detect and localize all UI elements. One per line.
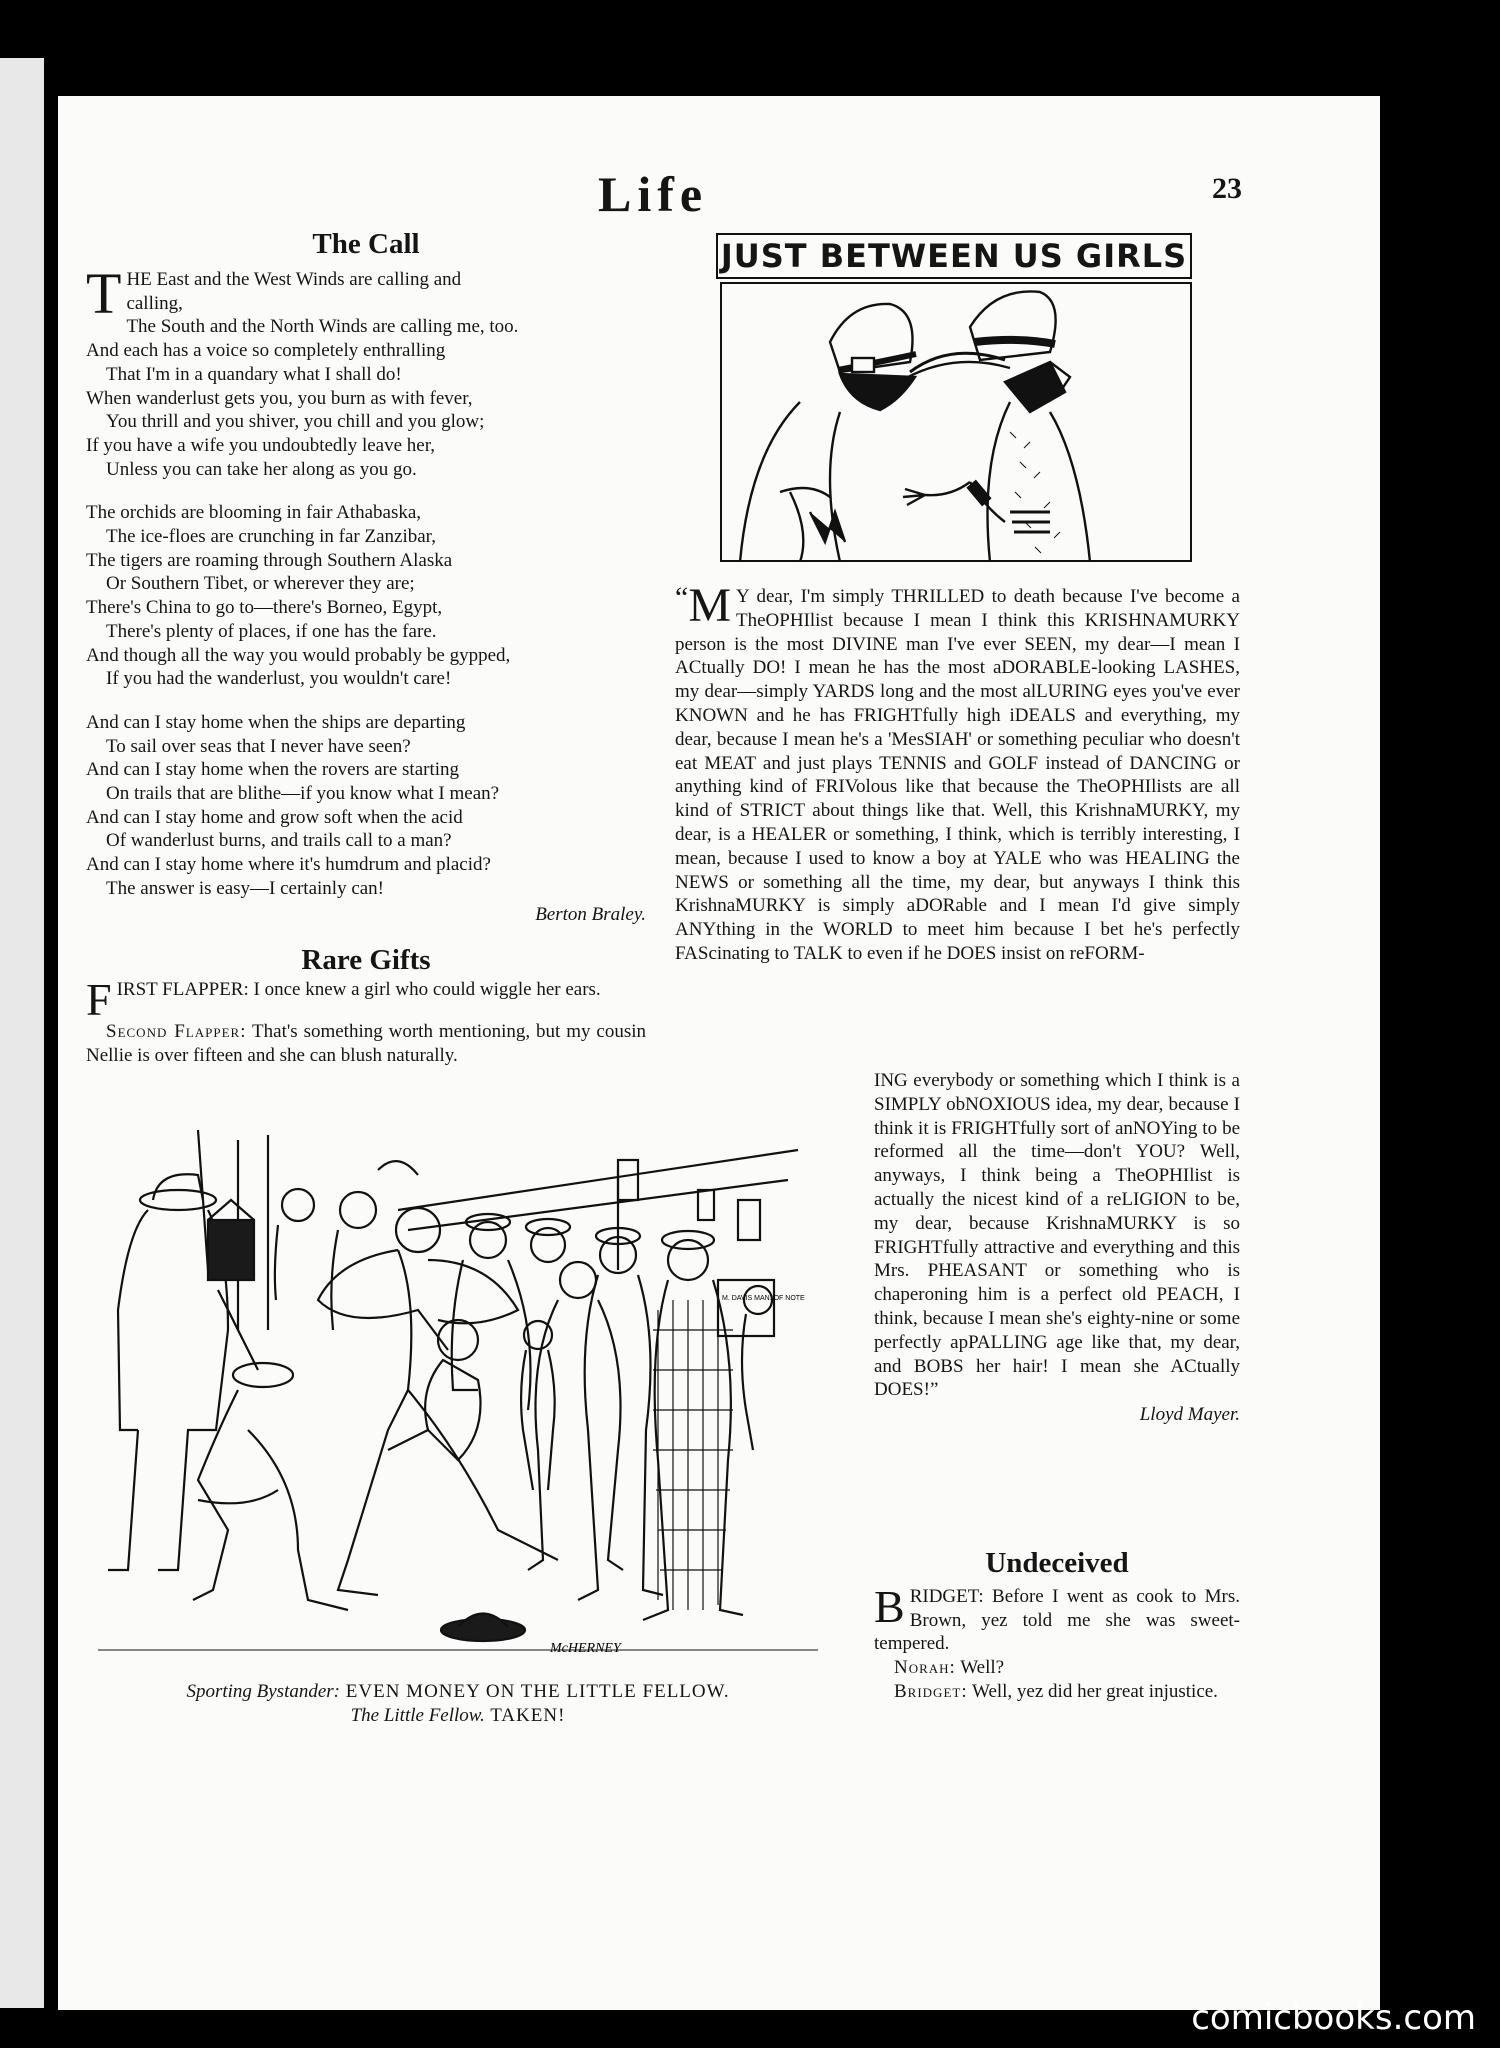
dropcap: B (874, 1581, 905, 1632)
street-fight-cartoon (98, 1130, 818, 1675)
rare-gifts-line-1: IRST FLAPPER: I once knew a girl who could wiggle her ears. (116, 979, 601, 1001)
shop-sign-text: M. DAVIS MAN. OF NOTE (722, 1295, 805, 1302)
poem-title: The Call (312, 228, 420, 260)
poem-line: When wanderlust gets you, you burn as with fever, (86, 387, 473, 409)
poem-line: HE East and the West Winds are calling and (126, 269, 462, 290)
undeceived-line-1: RIDGET: Before I went as cook to Mrs. Brown, yez told me she was sweet-tempered. (874, 1586, 1240, 1655)
poem-line: To sail over seas that I never have seen? (106, 735, 411, 757)
poem-line: Of wanderlust burns, and trails call to a man? (106, 830, 452, 852)
poem-line: The tigers are roaming through Southern Alaska (86, 549, 453, 571)
cartoonist-signature: McHERNEY (550, 1641, 621, 1656)
speaker-name: Norah: (894, 1657, 956, 1679)
poem-line: And can I stay home when the ships are departing (86, 711, 466, 733)
caption-line: TAKEN! (484, 1705, 566, 1726)
open-quote: “ (675, 581, 689, 614)
monologue-author: Lloyd Mayer. (1139, 1404, 1240, 1426)
dropcap: M (688, 579, 732, 632)
poem-author: Berton Braley. (535, 903, 646, 925)
rare-gifts-title: Rare Gifts (301, 944, 431, 977)
poem-line: Or Southern Tibet, or wherever they are; (106, 573, 415, 595)
poem-line: And each has a voice so completely enthralling (86, 340, 446, 362)
monologue-text-part-1: Y dear, I'm simply THRILLED to death because I've become a TheOPHIlist because I mean I think this KRISHNAMURKY person is the most DIVINE man I've ever SEEN, my dear—I mean I ACtually DO! I mean he has the most aDORABLE-looking LASHES, my dear—simply YARDS long and the most alLURING eyes you've ever KNOWN and he has FRIGHTfully high iDEALS and everything, my dear, because I mean he's a 'MesSIAH' or something peculiar who doesn't eat MEAT and just plays TENNIS and GOLF instead of DANCING or anything kind of FRIVolous like that because the TheOPHIlists are all kind of STRICT about things like that. Well, this KrishnaMURKY, my dear, is a HEALER or something, I think, which is terribly interesting, I mean, because I used to know a boy at YALE who was HEALING the NEWS or something all the time, my dear, but anyways I think this KrishnaMURKY is simply aDORable and I mean I'd give simply ANYthing in the WORLD to meet him because I bet he's perfectly FAScinating to TALK to even if he DOES insist on reFORM- (675, 586, 1240, 964)
left-column (86, 226, 646, 1068)
poem-line: That I'm in a quandary what I shall do! (106, 363, 402, 385)
rare-gifts-text (86, 974, 646, 1067)
dropcap: T (86, 261, 122, 326)
speaker-name: Second Flapper: (106, 1021, 247, 1043)
caption-line: EVEN MONEY ON THE LITTLE FELLOW. (340, 1681, 730, 1702)
poem-stanza-3 (86, 711, 646, 901)
monologue-narrow-text (874, 1069, 1240, 1426)
poem-line: The orchids are blooming in fair Athabaska, (86, 502, 422, 524)
rare-gifts-line-2: That's something worth mentioning, but my cousin Nellie is over fifteen and she can blush naturally. (86, 1021, 646, 1066)
poem-line: There's plenty of places, if one has the fare. (106, 620, 437, 642)
poem-line: calling, (126, 292, 183, 314)
poem-line: The South and the North Winds are calling me, too. (126, 316, 519, 338)
monologue-text-part-2: ING everybody or something which I think is a SIMPLY obNOXIOUS idea, my dear, because I think it is FRIGHTfully sort of anNOYing to be reformed all the time—don't YOU? Well, anyways, I think being a TheOPHIlist is actually the nicest kind of a reLIGION to be, my dear, because KrishnaMURKY is so FRIGHTfully attractive and everything and this Mrs. PHEASANT or something who is chaperoning him is a perfect old PEACH, I think, because I mean she's eighty-nine or some perfectly apPALLING age like that, my dear, and BOBS her hair! I mean she ACtually DOES!” (874, 1070, 1240, 1401)
poem-stanza-2 (86, 501, 646, 691)
poem-line: On trails that are blithe—if you know what I mean? (106, 783, 500, 805)
caption-speaker: Sporting Bystander: (186, 1681, 341, 1702)
page-number: 23 (1212, 172, 1242, 205)
poem-line: Unless you can take her along as you go. (106, 458, 417, 480)
undeceived-line-2: Well? (955, 1657, 1005, 1679)
comic-title: JUST BETWEEN US GIRLS (716, 233, 1192, 279)
poem-stanza-1 (86, 261, 646, 481)
monologue-wide-text (675, 579, 1240, 966)
poem-line: If you had the wanderlust, you wouldn't care! (106, 668, 452, 690)
poem-line: And can I stay home where it's humdrum and placid? (86, 854, 491, 876)
poem-line: And can I stay home when the rovers are starting (86, 759, 460, 781)
undeceived-section (874, 1545, 1240, 1704)
adjacent-page-edge (0, 58, 44, 2008)
dropcap: F (86, 974, 112, 1026)
two-flappers-illustration (720, 282, 1192, 562)
masthead: Life (598, 166, 709, 222)
poem-line: And can I stay home and grow soft when the acid (86, 806, 463, 828)
site-watermark: comicbooks.com (1191, 1998, 1476, 2038)
caption-speaker: The Little Fellow. (350, 1705, 485, 1726)
poem-line: You thrill and you shiver, you chill and you glow; (106, 411, 485, 433)
poem-the-call (86, 261, 646, 926)
undeceived-line-3: Well, yez did her great injustice. (967, 1680, 1218, 1702)
cartoon-caption (98, 1680, 818, 1728)
poem-line: There's China to go to—there's Borneo, Egypt, (86, 597, 443, 619)
poem-line: If you have a wife you undoubtedly leave her, (86, 434, 436, 456)
undeceived-title: Undeceived (985, 1547, 1129, 1579)
poem-line: And though all the way you would probably be gypped, (86, 644, 511, 666)
poem-line: The ice-floes are crunching in far Zanzibar, (106, 526, 436, 548)
speaker-name: Bridget: (894, 1680, 968, 1702)
poem-line: The answer is easy—I certainly can! (106, 877, 385, 899)
